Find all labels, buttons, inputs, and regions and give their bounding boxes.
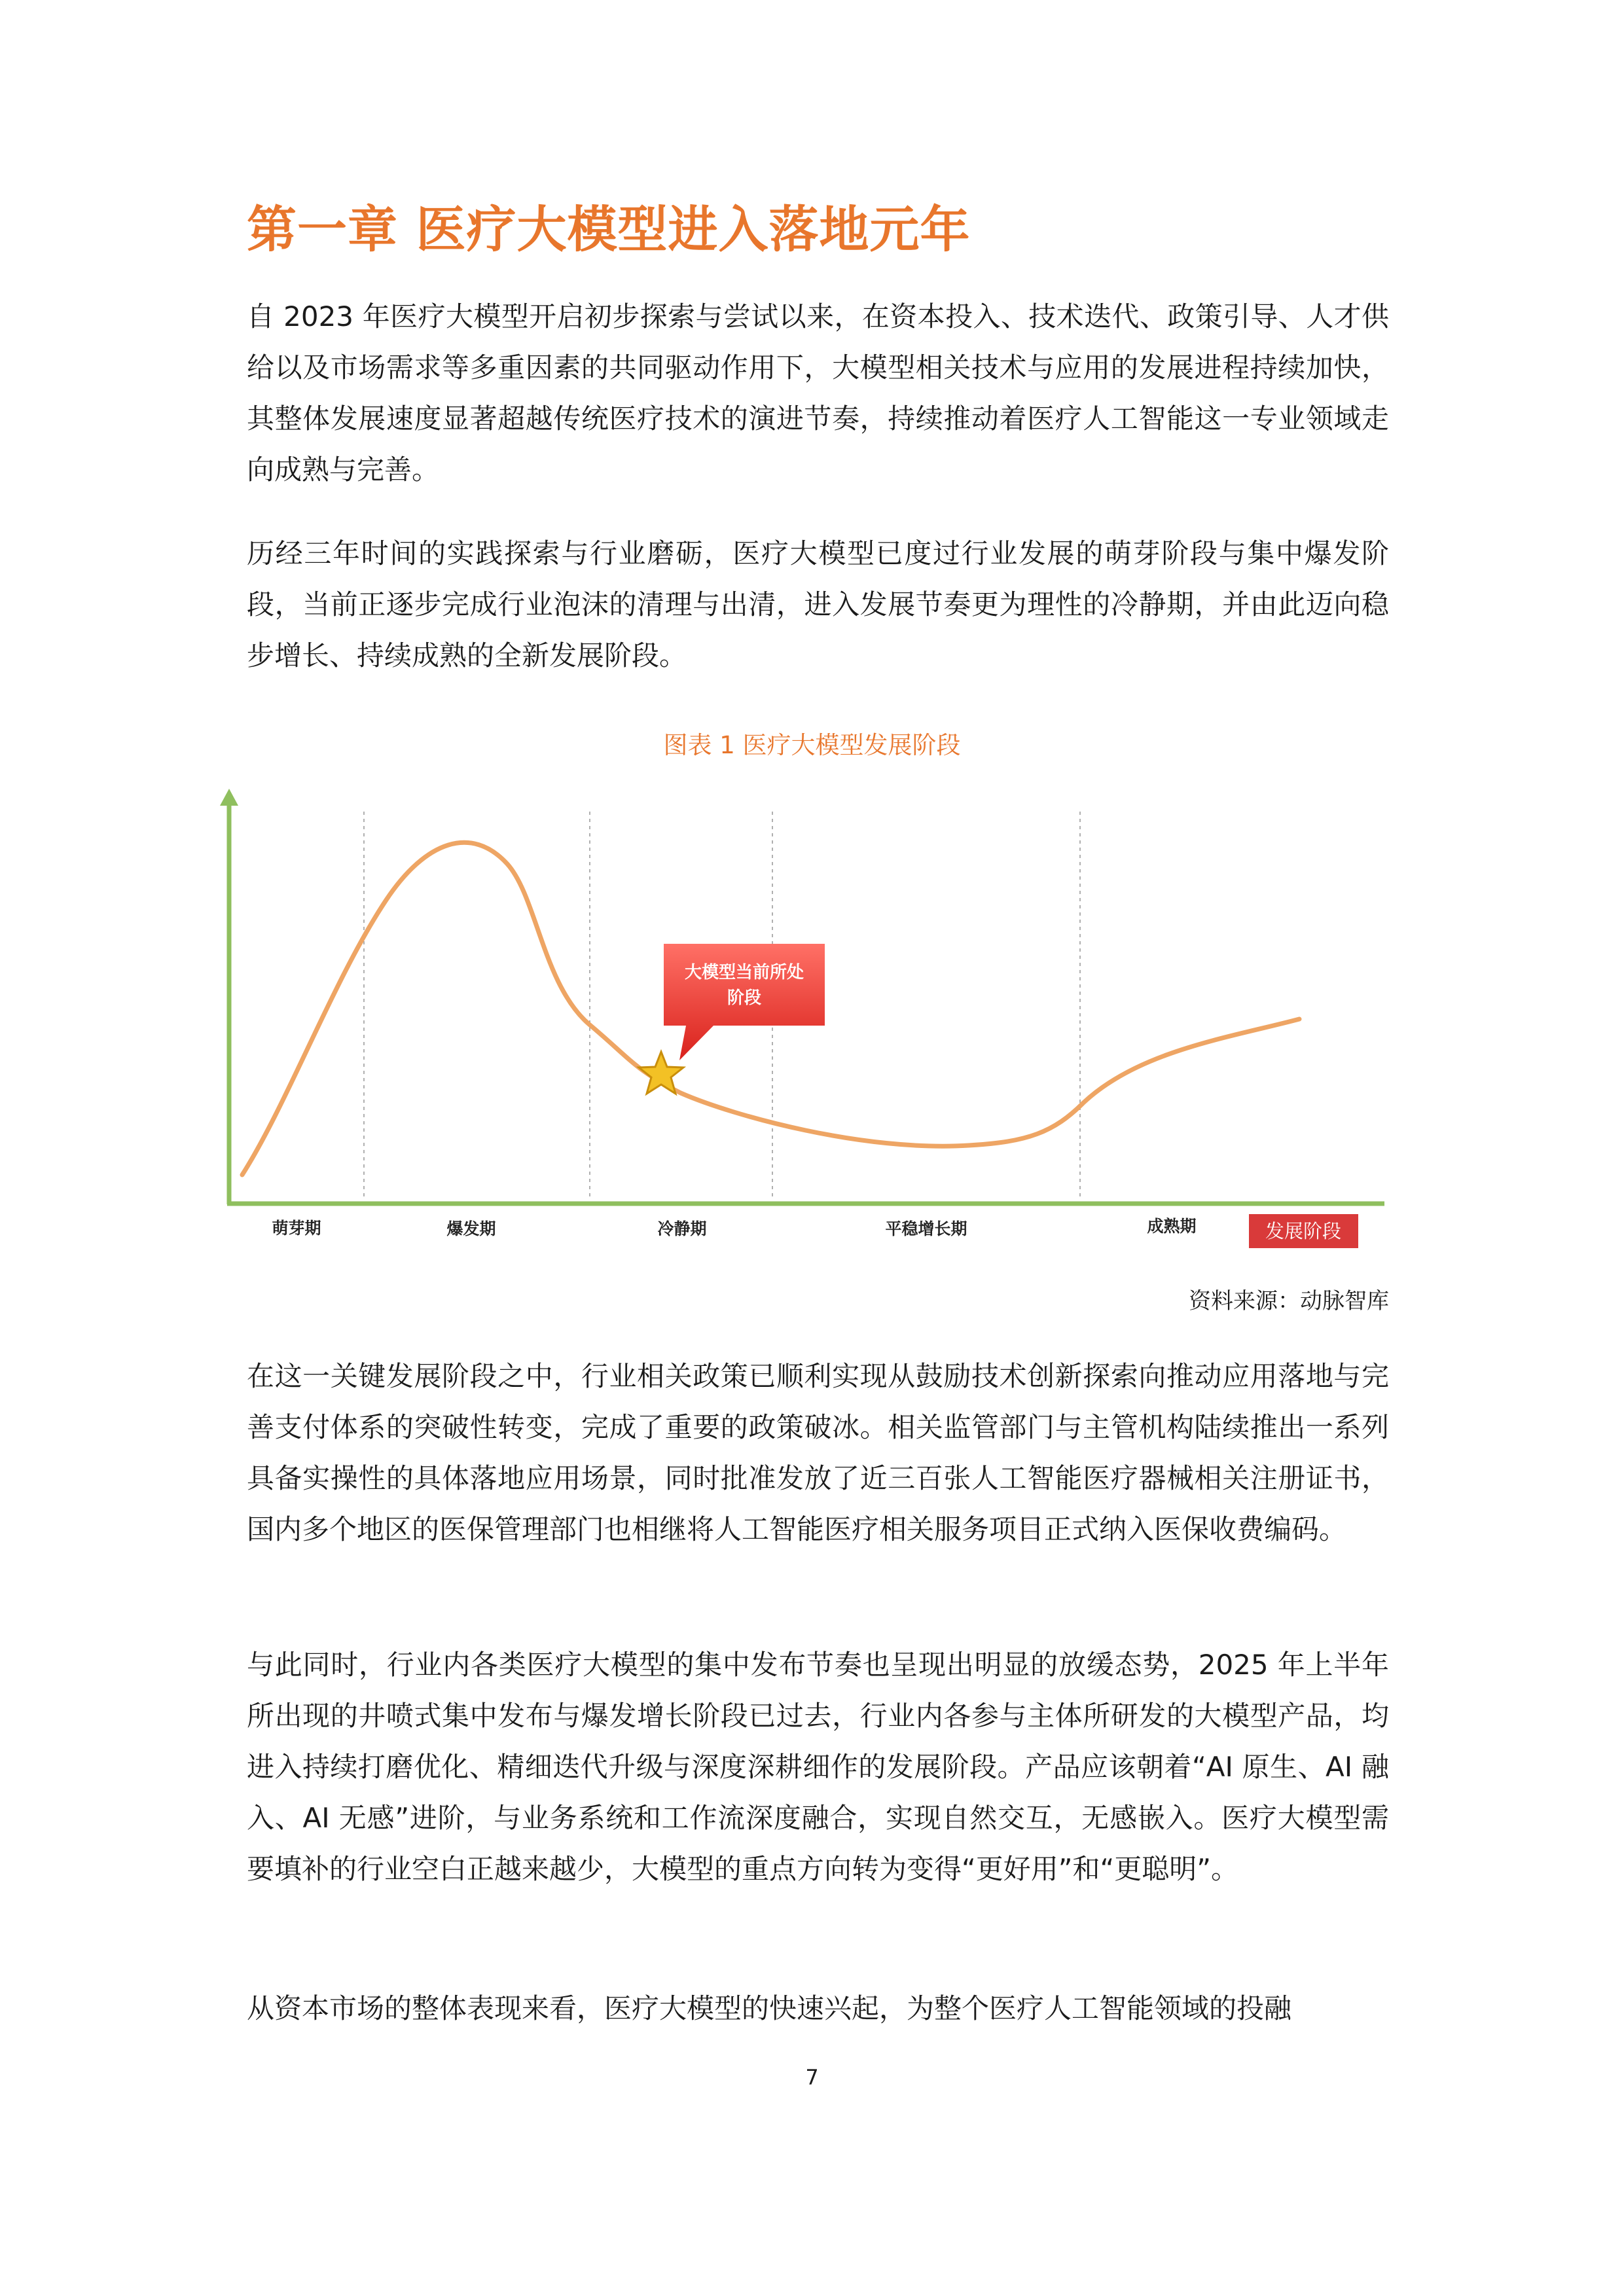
- page-number: 7: [805, 2065, 819, 2090]
- paragraph-1: 自 2023 年医疗大模型开启初步探索与尝试以来，在资本投入、技术迭代、政策引导、人才供给以及市场需求等多重因素的共同驱动作用下，大模型相关技术与应用的发展进程持续加快，其整体发展速度显著超越传统医疗技术的演进节奏，持续推动着医疗人工智能这一专业领域走向成熟与完善。: [247, 300, 1389, 486]
- stage-label-calm: 冷静期: [657, 1219, 707, 1238]
- development-stage-chart: [209, 789, 1420, 1273]
- paragraph-2: 历经三年时间的实践探索与行业磨砺，医疗大模型已度过行业发展的萌芽阶段与集中爆发阶段，当前正逐步完成行业泡沫的清理与出清，进入发展节奏更为理性的冷静期，并由此迈向稳步增长、持续成熟的全新发展阶段。: [247, 537, 1389, 672]
- paragraph-5: 从资本市场的整体表现来看，医疗大模型的快速兴起，为整个医疗人工智能领域的投融: [247, 1992, 1292, 2024]
- callout-text-line-2: 阶段: [727, 988, 762, 1008]
- stage-label-sprout: 萌芽期: [272, 1219, 321, 1238]
- y-axis-arrow: [220, 789, 238, 806]
- x-axis-tag-label: 发展阶段: [1265, 1220, 1342, 1242]
- source-note: 资料来源：动脉智库: [1189, 1288, 1389, 1314]
- star-icon: [639, 1052, 683, 1094]
- stage-label-steady-growth: 平稳增长期: [885, 1219, 967, 1238]
- chapter-title: 第一章 医疗大模型进入落地元年: [247, 200, 971, 259]
- paragraph-3: 在这一关键发展阶段之中，行业相关政策已顺利实现从鼓励技术创新探索向推动应用落地与完善支付体系的突破性转变，完成了重要的政策破冰。相关监管部门与主管机构陆续推出一系列具备实操性的具体落地应用场景，同时批准发放了近三百张人工智能医疗器械相关注册证书，国内多个地区的医保管理部门也相继将人工智能医疗相关服务项目正式纳入医保收费编码。: [247, 1360, 1389, 1545]
- callout-text-line-1: 大模型当前所处: [684, 963, 804, 982]
- figure-caption: 图表 1 医疗大模型发展阶段: [663, 731, 961, 759]
- paragraph-4: 与此同时，行业内各类医疗大模型的集中发布节奏也呈现出明显的放缓态势，2025 年上半年所出现的井喷式集中发布与爆发增长阶段已过去，行业内各参与主体所研发的大模型产品，均进入持续打磨优化、精细迭代升级与深度深耕细作的发展阶段。产品应该朝着“AI 原生、AI 融入、AI 无感”进阶，与业务系统和工作流深度融合，实现自然交互，无感嵌入。医疗大模型需要填补的行业空白正越来越少，大模型的重点方向转为变得“更好用”和“更聪明”。: [247, 1649, 1389, 1885]
- stage-label-mature: 成熟期: [1147, 1217, 1197, 1236]
- stage-label-explosion: 爆发期: [446, 1219, 496, 1238]
